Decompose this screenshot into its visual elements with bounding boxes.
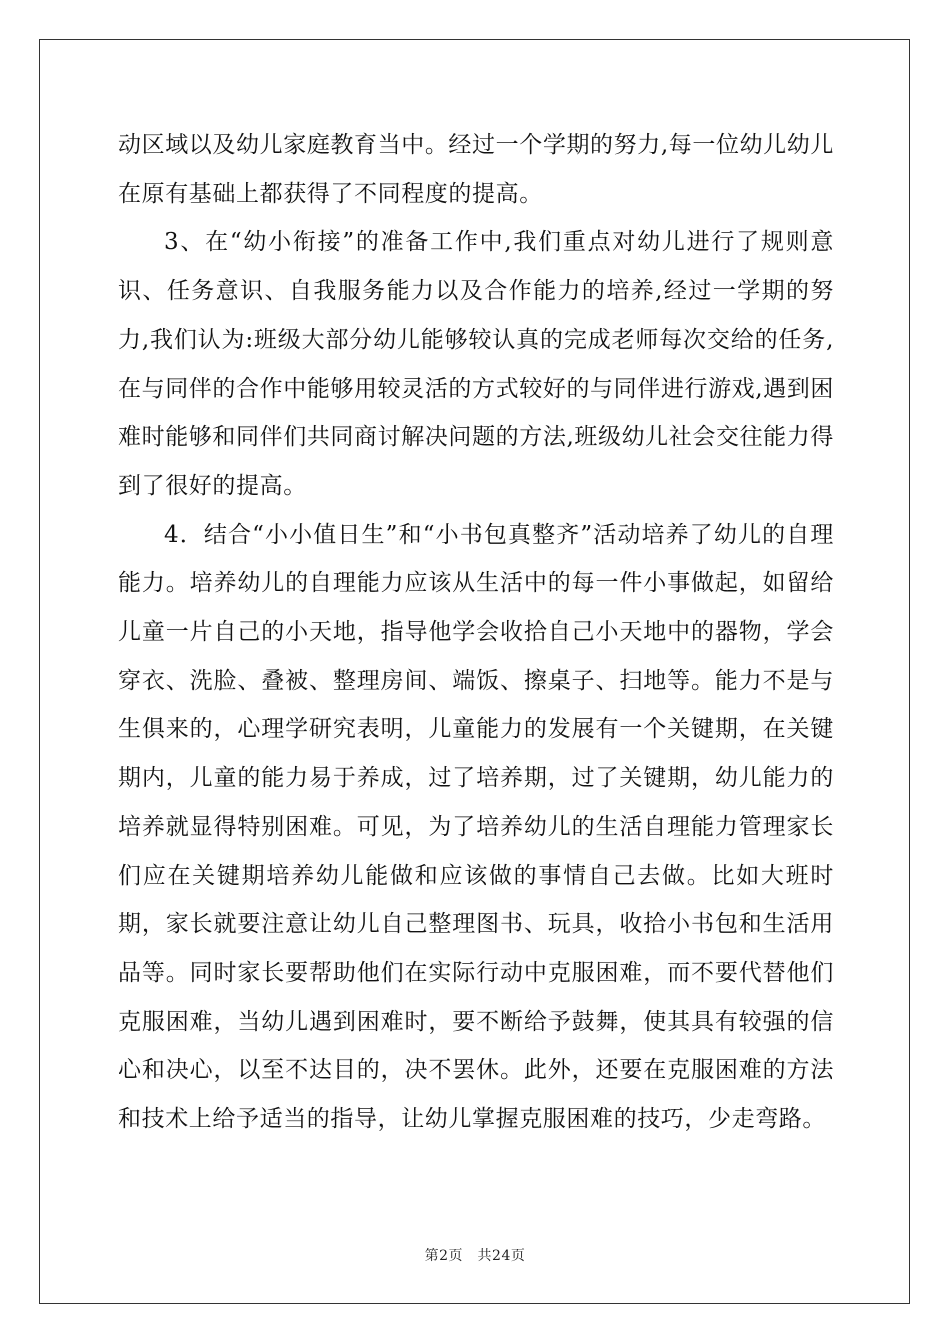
page-number-footer: 第2页 共24页: [424, 1248, 526, 1264]
paragraph-item-4: 4．结合“小小值日生”和“小书包真整齐”活动培养了幼儿的自理能力。培养幼儿的自理能力应该从生活中的每一件小事做起，如留给儿童一片自己的小天地，指导他学会收拾自己小天地中的器物，学会穿衣、洗脸、叠被、整理房间、端饭、擦桌子、扫地等。能力不是与生俱来的，心理学研究表明，儿童能力的发展有一个关键期，在关键期内，儿童的能力易于养成，过了培养期，过了关键期，幼儿能力的培养就显得特别困难。可见，为了培养幼儿的生活自理能力管理家长们应在关键期培养幼儿能做和应该做的事情自己去做。比如大班时期，家长就要注意让幼儿自己整理图书、玩具，收拾小书包和生活用品等。同时家长要帮助他们在实际行动中克服困难，而不要代替他们克服困难，当幼儿遇到困难时，要不断给予鼓舞，使其具有较强的信心和决心，以至不达目的，决不罢休。此外，还要在克服困难的方法和技术上给予适当的指导，让幼儿掌握克服困难的技巧，少走弯路。: [118, 521, 834, 1133]
paragraph-item-3: 3、在“幼小衔接”的准备工作中,我们重点对幼儿进行了规则意识、任务意识、自我服务能力以及合作能力的培养,经过一学期的努力,我们认为:班级大部分幼儿能够较认真的完成老师每次交给的任务,在与同伴的合作中能够用较灵活的方式较好的与同伴进行游戏,遇到困难时能够和同伴们共同商讨解决问题的方法,班级幼儿社会交往能力得到了很好的提高。: [118, 229, 834, 499]
document-body: [118, 121, 834, 1144]
paragraph-continuation: 动区域以及幼儿家庭教育当中。经过一个学期的努力,每一位幼儿幼儿在原有基础上都获得了不同程度的提高。: [118, 132, 834, 207]
